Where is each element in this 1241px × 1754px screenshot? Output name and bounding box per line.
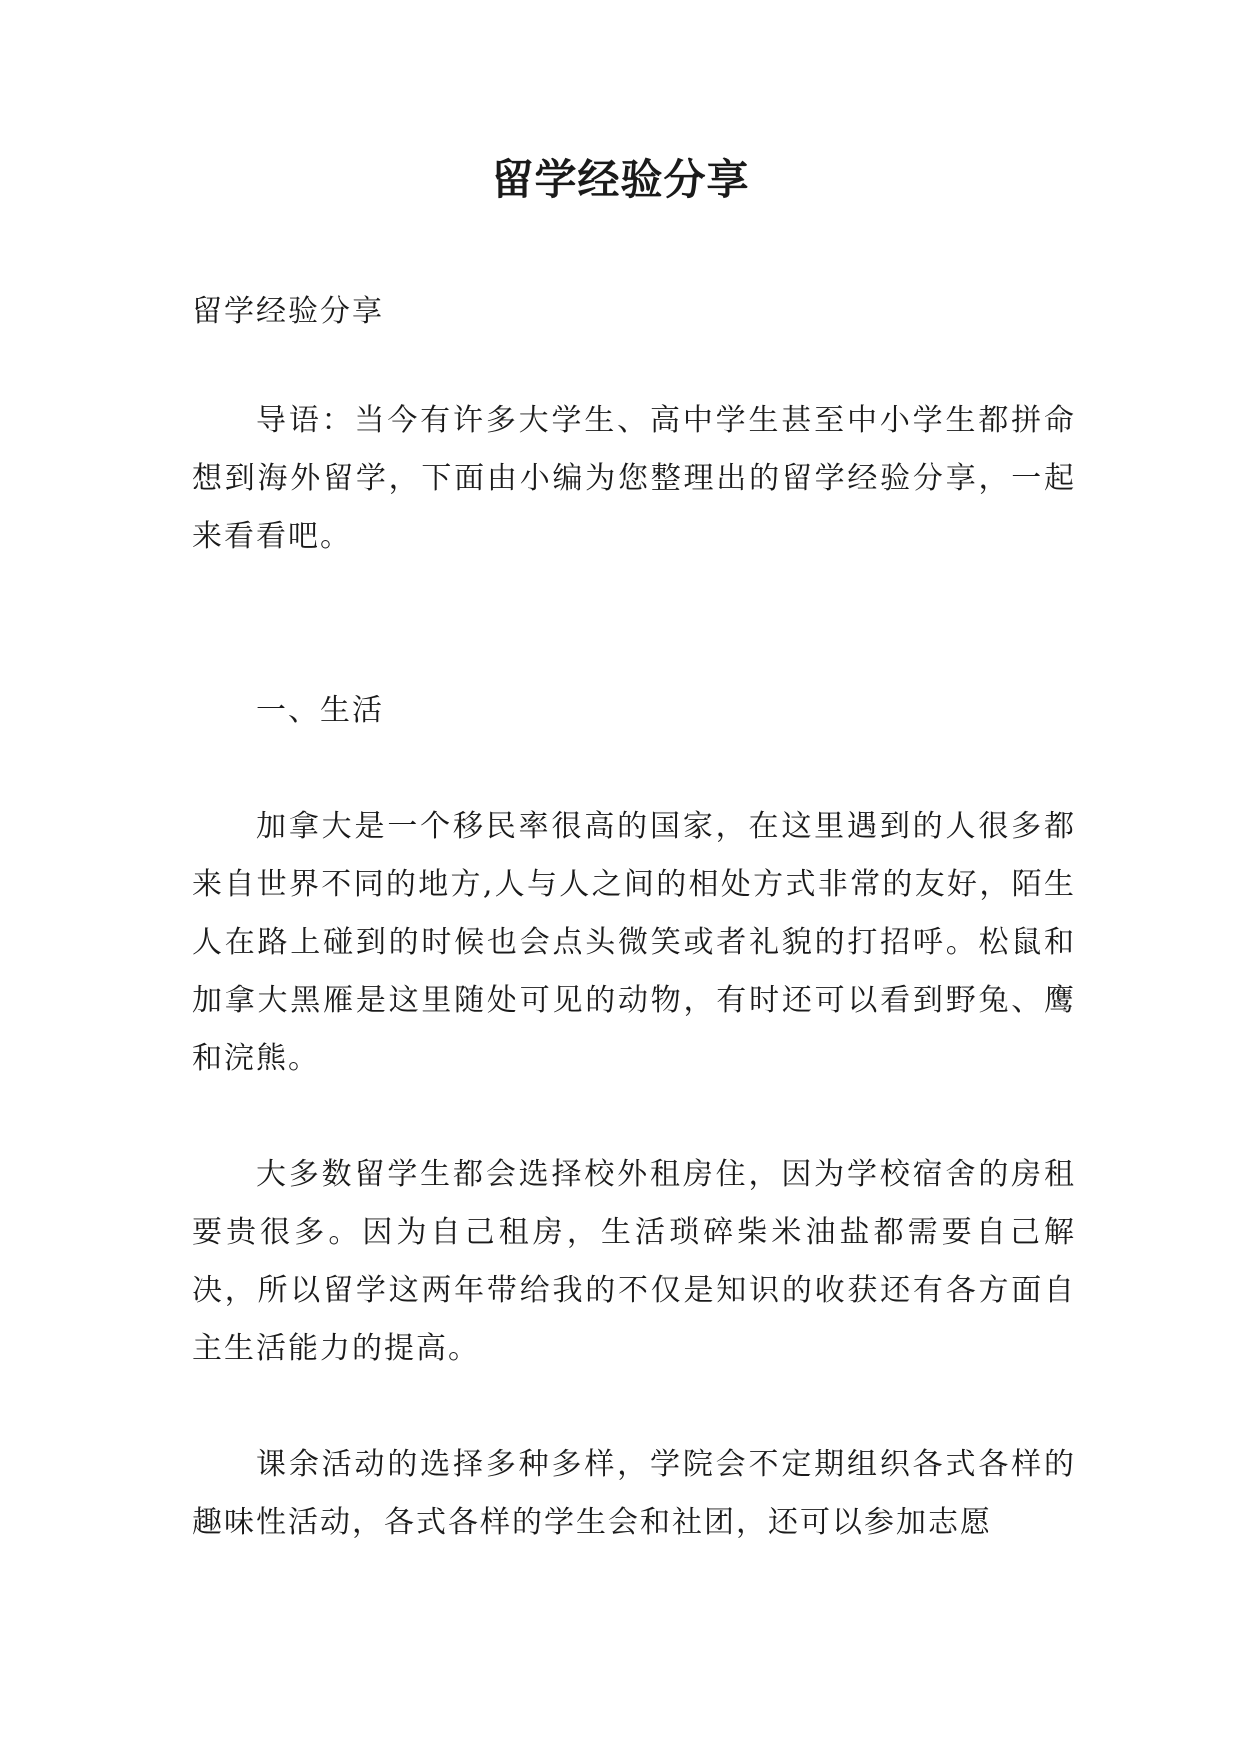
document-subtitle: 留学经验分享 xyxy=(192,294,384,329)
section-heading-life: 一、生活 xyxy=(256,693,384,728)
body-paragraph: 加拿大是一个移民率很高的国家，在这里遇到的人很多都来自世界不同的地方,人与人之间的相处方式非常的友好，陌生人在路上碰到的时候也会点头微笑或者礼貌的打招呼。松鼠和加拿大黑雁是这里随处可见的动物，有时还可以看到野兔、鹰和浣熊。 xyxy=(192,809,1076,1076)
body-paragraph: 大多数留学生都会选择校外租房住，因为学校宿舍的房租要贵很多。因为自己租房，生活琐碎柴米油盐都需要自己解决，所以留学这两年带给我的不仅是知识的收获还有各方面自主生活能力的提高。 xyxy=(192,1157,1076,1366)
document-body xyxy=(192,290,1076,1552)
intro-paragraph: 导语：当今有许多大学生、高中学生甚至中小学生都拼命想到海外留学，下面由小编为您整理出的留学经验分享，一起来看看吧。 xyxy=(192,403,1076,554)
body-paragraph: 课余活动的选择多种多样，学院会不定期组织各式各样的趣味性活动，各式各样的学生会和社团，还可以参加志愿 xyxy=(192,1447,1076,1540)
document-title: 留学经验分享 xyxy=(491,155,750,204)
